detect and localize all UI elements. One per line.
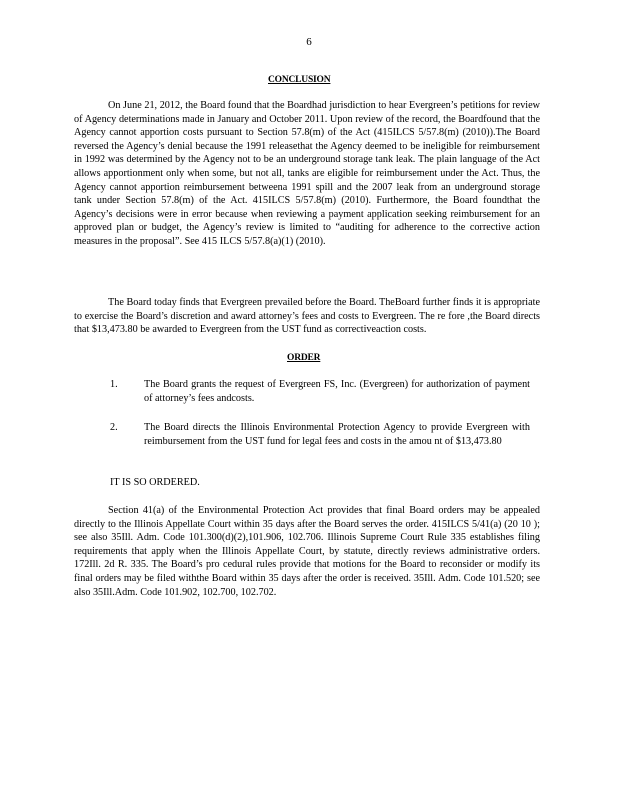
- conclusion-heading: CONCLUSION: [268, 75, 331, 85]
- conclusion-paragraph-1-text: On June 21, 2012, the Board found that the Boardhad jurisdiction to hear Evergreen’s petitions for review of Agency determinations made in January and October 2011. Upon review of the record, the Boardfound that the Agency cannot apportion costs pursuant to Section 57.8(m) of the Act (415ILCS 5/57.8(m) (2010)).The Board reversed the Agency’s denial because the 1991 releasethat the Agency deemed to be ineligible for reimbursement in 1992 was determined by the Agency not to be an underground storage tank leak. The plain language of the Act allows apportionment only when some, but not all, tanks are eligible for reimbursement under the Act. Thus, the Agency cannot apportion reimbursement betweena 1991 spill and the 2007 leak from an underground storage tank under Section 57.8(m) of the Act. 415ILCS 5/57.8(m) (2010). Furthermore, the Board foundthat the Agency’s decisions were in error because when reviewing a payment application seeking reimbursement for an approved plan or budget, the Agency’s review is limited to “auditing for adherence to the corrective action measures in the proposal”. See 415 ILCS 5/57.8(a)(1) (2010).: [74, 100, 540, 247]
- order-item-text: The Board grants the request of Evergreen FS, Inc. (Evergreen) for authorization of payment of attorney’s fees andcosts.: [144, 379, 530, 404]
- page-number: 6: [306, 36, 312, 48]
- appeal-paragraph: [74, 504, 540, 599]
- conclusion-paragraph-2-text: The Board today finds that Evergreen prevailed before the Board. TheBoard further finds it is appropriate to exercise the Board’s discretion and award attorney’s fees and costs to Evergreen. The re fore ,the Board directs that $13,473.80 be awarded to Evergreen from the UST fund as correctiveaction costs.: [74, 297, 540, 336]
- so-ordered: IT IS SO ORDERED.: [110, 477, 200, 488]
- order-heading: ORDER: [287, 353, 321, 363]
- order-item-number: 2.: [110, 422, 118, 433]
- conclusion-paragraph-2: [74, 296, 540, 337]
- order-item-number: 1.: [110, 379, 118, 390]
- appeal-paragraph-text: Section 41(a) of the Environmental Protection Act provides that final Board orders may be appealed directly to the Illinois Appellate Court within 35 days after the Board serves the order. 415ILCS 5/41(a) (20 10 ); see also 35Ill. Adm. Code 101.300(d)(2),101.906, 102.706. Illinois Supreme Court Rule 335 establishes filing requirements that apply when the Illinois Appellate Court, by statute, directly reviews administrative orders. 172Ill. 2d R. 335. The Board’s pro cedural rules provide that motions for the Board to reconsider or modify its final orders may be filed withthe Board within 35 days after the order is received. 35Ill. Adm. Code 101.520; see also 35Ill.Adm. Code 101.902, 102.700, 102.702.: [74, 505, 540, 598]
- order-item-text: The Board directs the Illinois Environmental Protection Agency to provide Evergreen with reimbursement from the UST fund for legal fees and costs in the amou nt of $13,473.80: [144, 422, 530, 447]
- conclusion-paragraph-1: [74, 99, 540, 249]
